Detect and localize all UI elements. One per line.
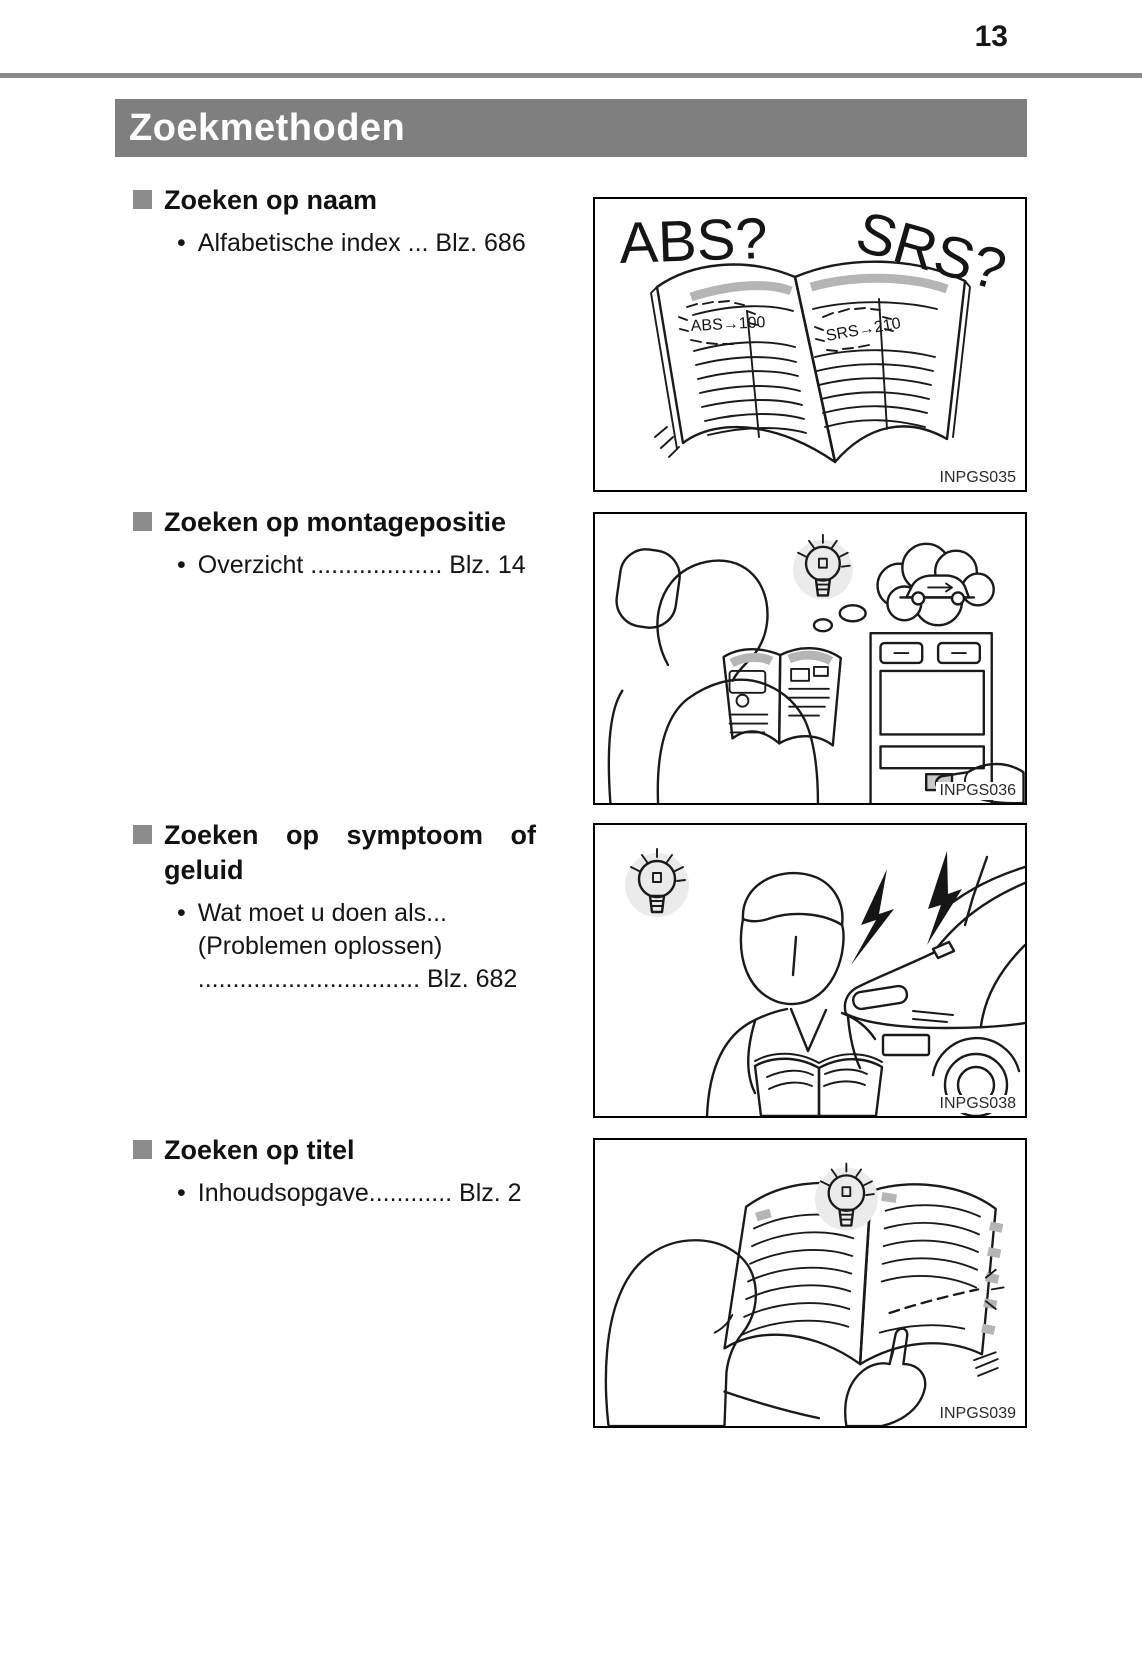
chapter-banner: [115, 99, 1027, 157]
bullet-item: [133, 1177, 559, 1210]
section-marker-square: [133, 1140, 152, 1159]
figure-caption: INPGS036: [936, 782, 1016, 800]
bullet-marker: •: [177, 229, 186, 258]
left-page-text-lines: [742, 1215, 854, 1335]
section-heading: Zoeken op symptoom of geluid: [164, 820, 536, 886]
chapter-title: Zoekmethoden: [129, 106, 406, 149]
section-heading: Zoeken op montagepositie: [164, 507, 507, 537]
reader-person: [657, 561, 818, 803]
section-marker-square: [133, 825, 152, 844]
section-heading-row: [133, 818, 559, 888]
light-bulb-icon: [793, 535, 853, 600]
section-heading-row: [133, 505, 559, 540]
bullet-item: [133, 549, 559, 582]
bullet-text: Inhoudsopgave............ Blz. 2: [197, 1179, 522, 1208]
figure-car-interior: [593, 512, 1027, 805]
figure-caption: INPGS039: [936, 1405, 1016, 1423]
pointing-hand: [845, 1329, 925, 1426]
light-bulb-icon: [815, 1164, 878, 1231]
bullet-ref-line: ................................ Blz. 682: [197, 965, 518, 994]
top-rule: [0, 73, 1142, 78]
bullet-text-lines: [198, 897, 559, 996]
abs-page-ref: [679, 301, 766, 344]
right-page-text-lines: [880, 1205, 980, 1332]
page-number: 13: [974, 20, 1008, 53]
section-heading: Zoeken op titel: [164, 1135, 355, 1165]
section-zoeken-op-montagepositie: [133, 505, 559, 582]
abs-question-label: ABS?: [618, 205, 769, 276]
symptom-noise-illustration: [595, 825, 1025, 1116]
srs-ref-label: SRS→210: [824, 315, 903, 345]
bullet-marker: •: [177, 899, 186, 928]
figure-caption: INPGS038: [936, 1095, 1016, 1113]
bullet-text-line: Wat moet u doen als...: [197, 899, 447, 928]
car-interior-illustration: [595, 514, 1025, 803]
bullet-item: [133, 227, 559, 260]
section-heading: Zoeken op naam: [164, 185, 378, 215]
open-manual: [724, 648, 841, 745]
figure-symptom-noise: [593, 823, 1027, 1118]
figure-index-book: [593, 197, 1027, 492]
srs-page-ref: [815, 308, 902, 351]
open-manual: [755, 1054, 882, 1116]
figure-caption: INPGS035: [936, 469, 1016, 487]
highlighted-entry-dashes: [890, 1289, 978, 1313]
car-seat: [609, 546, 683, 803]
bullet-text: Overzicht ................... Blz. 14: [197, 551, 526, 580]
light-bulb-icon: [625, 849, 689, 917]
reader-person: [606, 1240, 819, 1426]
index-tabs: [755, 1192, 1003, 1335]
figure-contents-reading: [593, 1138, 1027, 1428]
srs-question-label: SRS?: [849, 199, 1013, 304]
center-console: [871, 633, 992, 803]
bullet-text: Alfabetische index ... Blz. 686: [197, 229, 526, 258]
section-zoeken-op-titel: [133, 1133, 559, 1210]
index-book-illustration: [595, 199, 1025, 490]
bullet-item: [133, 897, 559, 996]
page-text-lines: [767, 1070, 867, 1090]
section-heading-row: [133, 183, 559, 218]
bullet-marker: •: [177, 551, 186, 580]
section-zoeken-op-naam: [133, 183, 559, 260]
section-marker-square: [133, 512, 152, 531]
bullet-marker: •: [177, 1179, 186, 1208]
abs-ref-label: ABS→100: [690, 314, 766, 335]
section-heading-row: [133, 1133, 559, 1168]
page-highlight-bars: [691, 278, 947, 297]
section-zoeken-op-symptoom: [133, 818, 559, 996]
contents-reading-illustration: [595, 1140, 1025, 1426]
bullet-text-line: (Problemen oplossen): [197, 932, 443, 961]
section-marker-square: [133, 190, 152, 209]
